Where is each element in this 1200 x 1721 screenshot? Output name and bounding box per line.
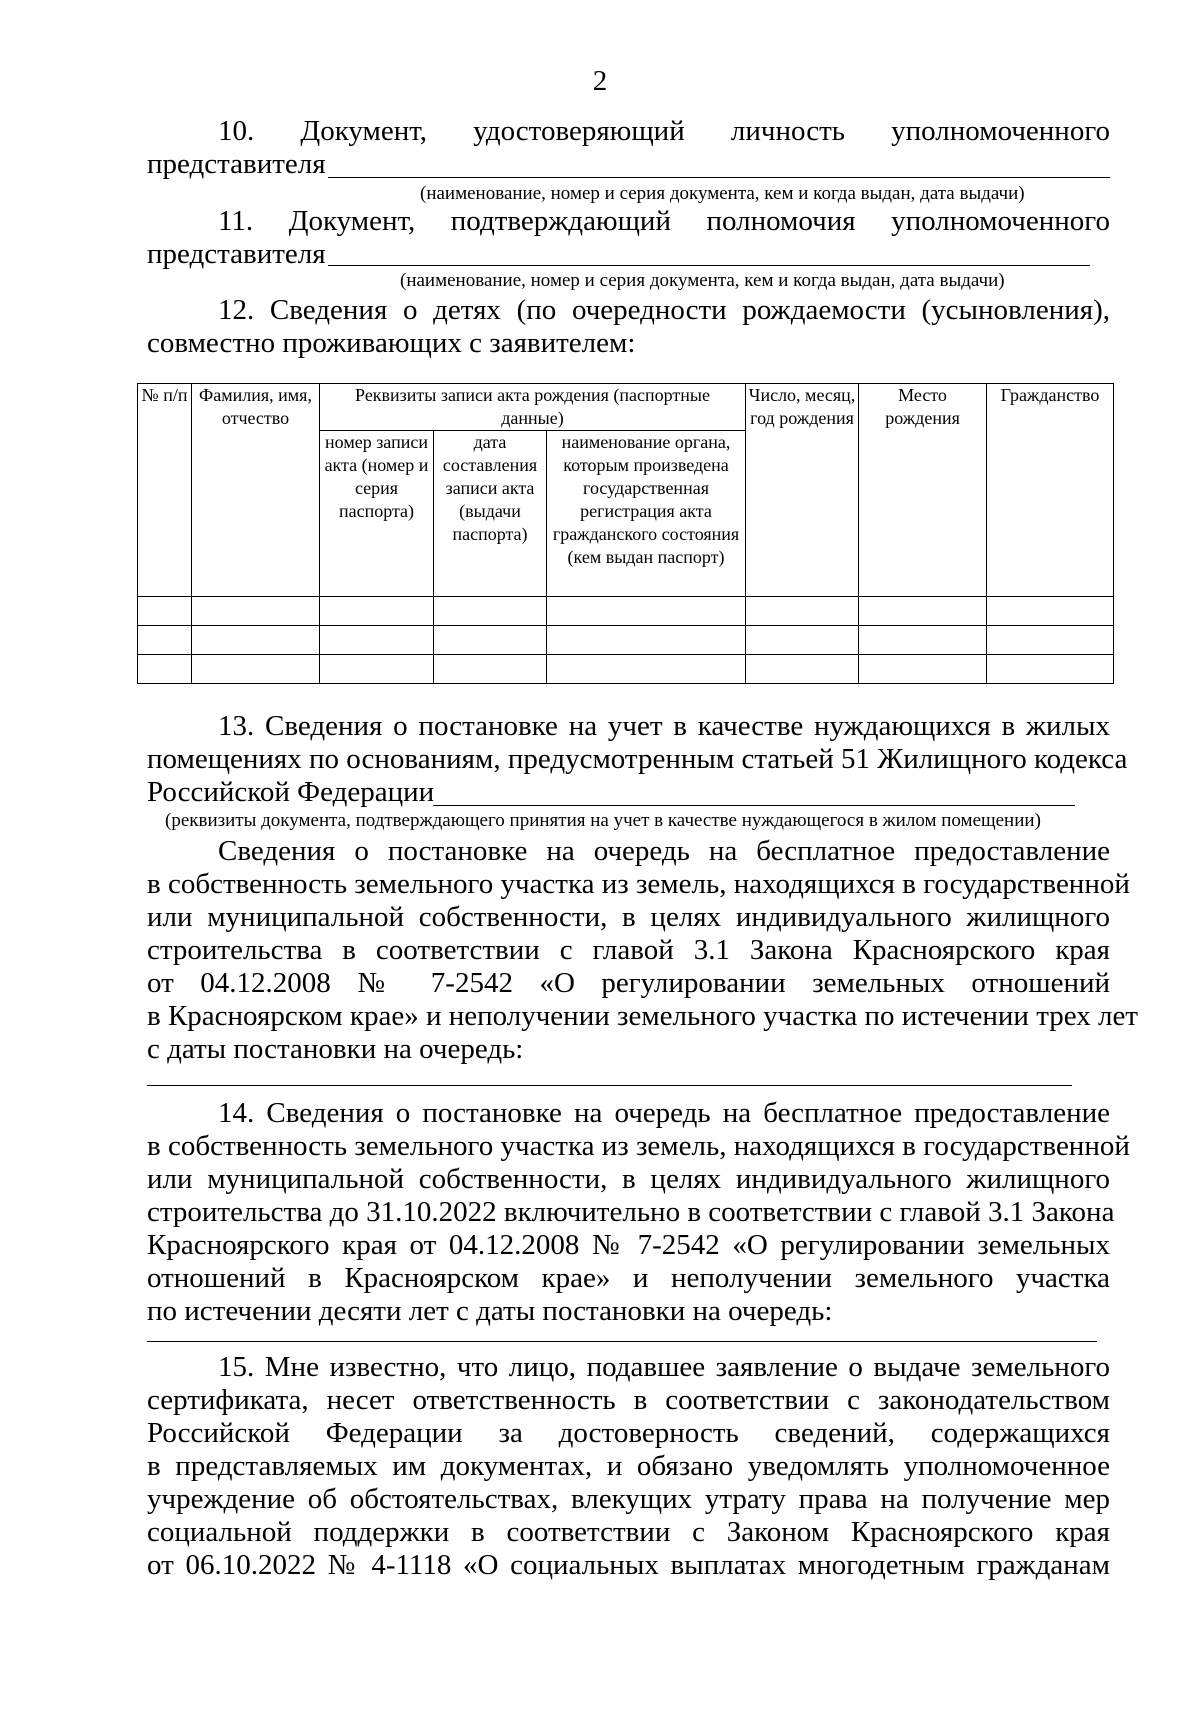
- item15-line: 15. Мне известно, что лицо, подавшее заявление о выдаче земельного: [218, 1351, 1110, 1383]
- table-cell[interactable]: [859, 626, 987, 655]
- item11-word: подтверждающий: [450, 205, 671, 237]
- table-cell[interactable]: [138, 655, 192, 684]
- item14-line: строительства до 31.10.2022 включительно в соответствии с главой 3.1 Закона: [147, 1196, 1115, 1228]
- item15-line: Российской Федерации за достоверность сведений, содержащихся: [147, 1417, 1110, 1449]
- header-citizenship: Гражданство: [987, 384, 1114, 597]
- item11-label: представителя: [147, 238, 326, 270]
- table-row: [138, 626, 1114, 655]
- header-birth-place: Место рождения: [859, 384, 987, 597]
- header-birth-date: Число, месяц, год рождения: [746, 384, 859, 597]
- item12-line1: 12. Сведения о детях (по очередности рождаемости (усыновления),: [218, 294, 1110, 326]
- item14-line: отношений в Красноярском крае» и неполучении земельного участка: [147, 1262, 1110, 1294]
- item13-p2-line: в собственность земельного участка из земель, находящихся в государственной: [147, 868, 1130, 900]
- table-row: [138, 655, 1114, 684]
- item13-p2-line: в Красноярском крае» и неполучении земельного участка по истечении трех лет: [147, 1000, 1138, 1032]
- table-cell[interactable]: [987, 626, 1114, 655]
- item10-fill-line[interactable]: [328, 177, 1110, 178]
- item10-caption: (наименование, номер и серия документа, кем и когда выдан, дата выдачи): [420, 183, 1025, 204]
- item11-word: Документ,: [288, 205, 416, 237]
- table-cell[interactable]: [547, 655, 746, 684]
- item11-word: 11.: [218, 205, 254, 237]
- item11-fill-line[interactable]: [328, 265, 1090, 266]
- item10-word: 10.: [218, 115, 255, 147]
- item10-word: уполномоченного: [891, 115, 1110, 147]
- item11-line1: [218, 205, 1110, 238]
- table-cell[interactable]: [547, 626, 746, 655]
- table-cell[interactable]: [320, 626, 434, 655]
- table-cell[interactable]: [547, 597, 746, 626]
- item14-line: по истечении десяти лет с даты постановки на очередь:: [147, 1295, 833, 1327]
- table-cell[interactable]: [746, 597, 859, 626]
- item11-caption: (наименование, номер и серия документа, кем и когда выдан, дата выдачи): [400, 270, 1005, 291]
- item10-word: Документ,: [300, 115, 427, 147]
- item10-word: личность: [730, 115, 845, 147]
- item13-p2-line: с даты постановки на очередь:: [147, 1033, 524, 1065]
- item13-fill-line[interactable]: [433, 805, 1075, 806]
- item14-line: или муниципальной собственности, в целях индивидуального жилищного: [147, 1163, 1110, 1195]
- item13-line3: Российской Федерации: [147, 776, 435, 808]
- item13-p2-line: строительства в соответствии с главой 3.1 Закона Красноярского края: [147, 934, 1110, 966]
- table-cell[interactable]: [434, 626, 547, 655]
- table-cell[interactable]: [320, 655, 434, 684]
- item15-line: от 06.10.2022 № 4-1118 «О социальных выплатах многодетным гражданам: [147, 1549, 1110, 1581]
- children-table: [137, 383, 1114, 684]
- table-cell[interactable]: [192, 626, 320, 655]
- page-number: 2: [592, 65, 608, 97]
- table-cell[interactable]: [192, 655, 320, 684]
- item11-word: полномочия: [706, 205, 856, 237]
- header-birth-record: Реквизиты записи акта рождения (паспортные данные): [320, 384, 746, 431]
- item15-line: сертификата, несет ответственность в соответствии с законодательством: [147, 1384, 1110, 1416]
- table-cell[interactable]: [434, 655, 547, 684]
- item10-word: удостоверяющий: [473, 115, 685, 147]
- table-cell[interactable]: [320, 597, 434, 626]
- header-fio: Фамилия, имя, отчество: [192, 384, 320, 597]
- item13-line2: помещениях по основаниям, предусмотренным статьей 51 Жилищного кодекса: [147, 743, 1128, 775]
- item13-p2-line: Сведения о постановке на очередь на бесплатное предоставление: [218, 835, 1110, 867]
- item13-p2-line: от 04.12.2008 № 7-2542 «О регулировании земельных отношений: [147, 967, 1110, 999]
- item13-answer-line[interactable]: [147, 1085, 1072, 1086]
- item10-label: представителя: [147, 148, 326, 180]
- subheader-record-number: номер записи акта (номер и серия паспорта): [320, 431, 434, 597]
- table-cell[interactable]: [746, 655, 859, 684]
- item10-line1: [218, 115, 1110, 148]
- item13-line1: 13. Сведения о постановке на учет в качестве нуждающихся в жилых: [218, 710, 1110, 742]
- table-cell[interactable]: [434, 597, 547, 626]
- item15-line: учреждение об обстоятельствах, влекущих утрату права на получение мер: [147, 1483, 1110, 1515]
- table-cell[interactable]: [746, 626, 859, 655]
- header-num: № п/п: [138, 384, 192, 597]
- item13-caption: (реквизиты документа, подтверждающего принятия на учет в качестве нуждающегося в жилом помещении): [165, 810, 1041, 831]
- item12-line2: совместно проживающих с заявителем:: [147, 327, 636, 359]
- table-cell[interactable]: [987, 597, 1114, 626]
- table-cell[interactable]: [987, 655, 1114, 684]
- table-cell[interactable]: [138, 597, 192, 626]
- subheader-registry-office: наименование органа, которым произведена государственная регистрация акта гражданского состояния (кем выдан паспорт): [547, 431, 746, 597]
- table-row: [138, 597, 1114, 626]
- table-cell[interactable]: [859, 597, 987, 626]
- item14-line: в собственность земельного участка из земель, находящихся в государственной: [147, 1130, 1130, 1162]
- subheader-record-date: дата составления записи акта (выдачи паспорта): [434, 431, 547, 597]
- table-cell[interactable]: [138, 626, 192, 655]
- item14-line: 14. Сведения о постановке на очередь на бесплатное предоставление: [218, 1097, 1110, 1129]
- item14-line: Красноярского края от 04.12.2008 № 7-2542 «О регулировании земельных: [147, 1229, 1110, 1261]
- item15-line: в представляемых им документах, и обязано уведомлять уполномоченное: [147, 1450, 1110, 1482]
- table-cell[interactable]: [192, 597, 320, 626]
- item13-p2-line: или муниципальной собственности, в целях индивидуального жилищного: [147, 901, 1110, 933]
- table-cell[interactable]: [859, 655, 987, 684]
- item11-word: уполномоченного: [891, 205, 1110, 237]
- item14-answer-line[interactable]: [147, 1341, 1097, 1342]
- item15-line: социальной поддержки в соответствии с Законом Красноярского края: [147, 1516, 1110, 1548]
